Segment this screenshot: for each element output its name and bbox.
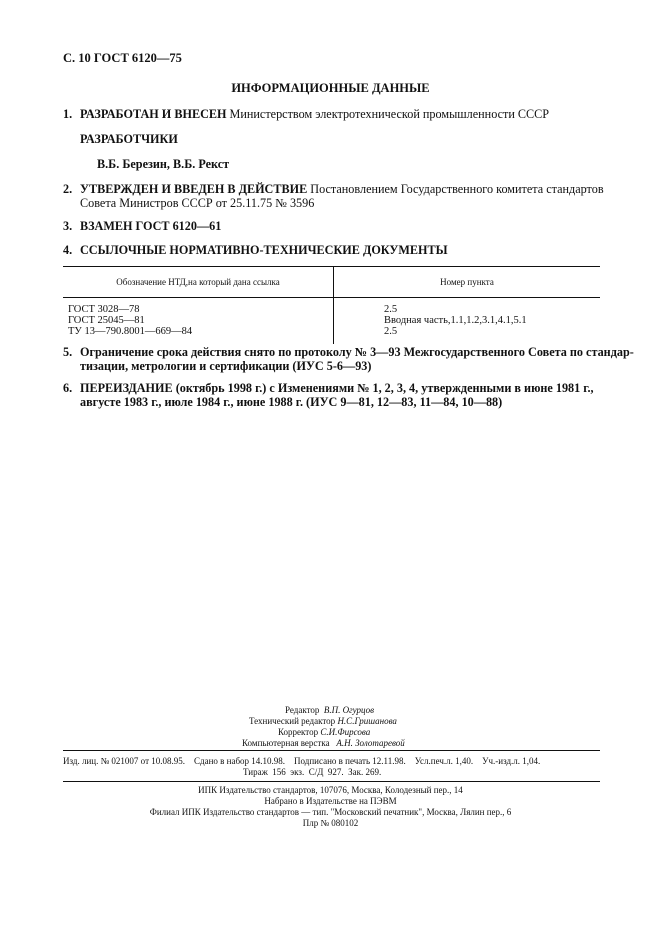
divider: [63, 750, 600, 751]
publisher-line-3: Филиал ИПК Издательство стандартов — тип. "Московский печатник", Москва, Лялин пер., 6: [149, 807, 512, 817]
publisher-line-4: Плр № 080102: [302, 818, 359, 828]
developers-names: В.Б. Березин, В.Б. Рекст: [97, 157, 230, 171]
publisher-line-1: ИПК Издательство стандартов, 107076, Москва, Колодезный пер., 14: [198, 785, 463, 795]
page-title: ИНФОРМАЦИОННЫЕ ДАННЫЕ: [231, 81, 430, 95]
table-header-row: [63, 267, 600, 298]
section-2-continuation: Совета Министров СССР от 25.11.75 № 3596: [80, 196, 315, 210]
section-number: 2.: [63, 182, 73, 196]
publisher-line-2: Набрано в Издательстве на ПЭВМ: [264, 796, 397, 806]
section-lead: ВЗАМЕН ГОСТ 6120—61: [80, 219, 222, 233]
section-3: [63, 219, 221, 234]
section-lead: РАЗРАБОТАН И ВНЕСЕН: [80, 107, 227, 121]
section-text: (октябрь 1998 г.) с Изменениями № 1, 2, 3, 4, утвержденными в июне 1981 г.,: [172, 381, 594, 395]
table-row: [63, 298, 600, 316]
table-row: [63, 326, 600, 344]
section-6: [63, 381, 594, 396]
credit-proofreader: [278, 727, 370, 737]
section-text: Ограничение срока действия снято по протоколу № 3—93 Межгосударственного Совета по стандар-: [80, 345, 634, 359]
section-1: [63, 107, 549, 122]
section-text: Постановлением Государственного комитета стандартов: [307, 182, 604, 196]
section-number: 6.: [63, 381, 73, 395]
credit-role: Корректор: [278, 727, 319, 737]
credit-name: В.П. Огурцов: [323, 705, 375, 715]
section-6-continuation: августе 1983 г., июле 1984 г., июне 1988 г. (ИУС 9—81, 12—83, 11—84, 10—88): [80, 395, 503, 409]
references-table: [63, 266, 600, 344]
imprint-line-1: Изд. лиц. № 021007 от 10.08.95. Сдано в набор 14.10.98. Подписано в печать 12.11.98. Усл.печ.л. 1,40. Уч.-изд.л. 1,04.: [63, 756, 541, 766]
section-number: 4.: [63, 243, 73, 257]
credit-role: Компьютерная верстка: [242, 738, 330, 748]
credit-role: Технический редактор: [249, 716, 336, 726]
section-lead: УТВЕРЖДЕН И ВВЕДЕН В ДЕЙСТВИЕ: [80, 182, 308, 196]
credit-layout: [242, 738, 405, 748]
table-cell-clause: 2.5: [384, 304, 398, 315]
section-5: [63, 345, 634, 360]
section-4: [63, 243, 448, 258]
table-row: [63, 315, 600, 326]
table-cell-document: ТУ 13—790.8001—669—84: [63, 326, 334, 344]
page-header: С. 10 ГОСТ 6120—75: [63, 51, 182, 65]
credit-name: Н.С.Гришанова: [337, 716, 397, 726]
section-text: Министерством электротехнической промышленности СССР: [226, 107, 550, 121]
table-cell-clause: Вводная часть,1.1,1.2,3.1,4.1,5.1: [384, 315, 527, 326]
section-lead: ПЕРЕИЗДАНИЕ: [80, 381, 173, 395]
table-cell-document: ГОСТ 25045—81: [63, 315, 334, 326]
column-header-clause: Номер пункта: [334, 267, 601, 298]
section-number: 5.: [63, 345, 73, 359]
developers-heading: РАЗРАБОТЧИКИ: [80, 132, 178, 146]
credit-name: С.И.Фирсова: [320, 727, 371, 737]
section-5-continuation: тизации, метрологии и сертификации (ИУС 5-6—93): [80, 359, 372, 373]
column-header-document: Обозначение НТД,на который дана ссылка: [63, 267, 334, 298]
section-number: 1.: [63, 107, 73, 121]
credit-role: Редактор: [285, 705, 320, 715]
imprint-line-2: Тираж 156 экз. С/Д 927. Зак. 269.: [243, 767, 382, 777]
section-lead: ССЫЛОЧНЫЕ НОРМАТИВНО-ТЕХНИЧЕСКИЕ ДОКУМЕНТЫ: [80, 243, 448, 257]
table-cell-clause: 2.5: [384, 326, 398, 337]
section-number: 3.: [63, 219, 73, 233]
credit-tech-editor: [249, 716, 397, 726]
table-cell-document: ГОСТ 3028—78: [63, 298, 334, 316]
divider: [63, 781, 600, 782]
section-2: [63, 182, 604, 197]
credit-editor: [285, 705, 374, 715]
credit-name: А.Н. Золотаревой: [336, 738, 405, 748]
